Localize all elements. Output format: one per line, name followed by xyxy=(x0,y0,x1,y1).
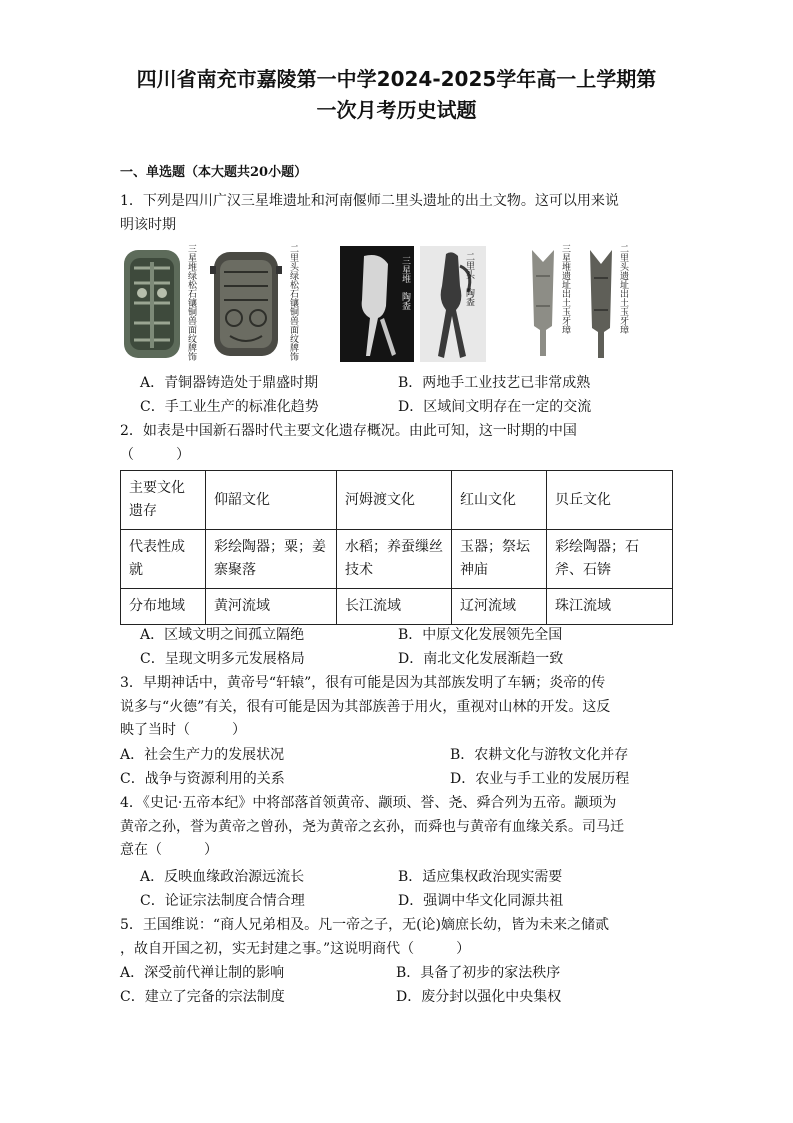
erlitou-pottery-image xyxy=(420,246,486,362)
question-2-options xyxy=(140,624,700,671)
table-cell: 红山文化 xyxy=(452,471,547,530)
table-cell: 分布地域 xyxy=(121,589,206,625)
q3-option-d[interactable]: D．农业与手工业的发展历程 xyxy=(450,770,630,787)
table-row xyxy=(121,471,673,530)
question-3-line-1: 3．早期神话中，黄帝号“轩辕”，很有可能是因为其部族发明了车辆；炎帝的传 xyxy=(120,675,606,691)
q1-option-b[interactable]: B．两地手工业技艺已非常成熟 xyxy=(398,375,591,391)
question-4-stem xyxy=(120,792,680,863)
title-line-2: 一次月考历史试题 xyxy=(316,98,477,122)
caption-1: 三星堆绿松石镶铜兽面纹牌饰 xyxy=(186,244,196,361)
caption-3: 三星堆 陶盉 xyxy=(400,256,410,310)
table-cell: 水稻；养蚕缫丝技术 xyxy=(337,530,452,589)
question-5-options xyxy=(120,962,680,1009)
question-4-options xyxy=(140,866,700,913)
question-2-line-2: （ ） xyxy=(120,446,190,463)
title-line-1: 四川省南充市嘉陵第一中学2024-2025学年高一上学期第 xyxy=(136,67,657,91)
q5-option-a[interactable]: A．深受前代禅让制的影响 xyxy=(120,965,285,981)
erlitou-jade-image xyxy=(586,246,616,362)
question-3-stem xyxy=(120,672,680,743)
question-1-line-1: 1．下列是四川广汉三星堆遗址和河南偃师二里头遗址的出土文物。这可以用来说 xyxy=(120,193,619,209)
question-3-options xyxy=(120,744,680,791)
q5-option-b[interactable]: B．具备了初步的家法秩序 xyxy=(396,965,561,981)
q5-option-c[interactable]: C．建立了完备的宗法制度 xyxy=(120,988,285,1005)
q2-option-a[interactable]: A．区域文明之间孤立隔绝 xyxy=(140,627,305,643)
table-row xyxy=(121,530,673,589)
question-1-stem xyxy=(120,190,680,237)
question-1-line-2: 明该时期 xyxy=(120,216,176,233)
table-cell: 仰韶文化 xyxy=(206,471,337,530)
question-2-stem xyxy=(120,420,680,467)
exam-title xyxy=(100,64,693,126)
table-cell: 长江流域 xyxy=(337,589,452,625)
table-cell: 彩绘陶器；粟；姜寨聚落 xyxy=(206,530,337,589)
caption-4: 二里头 陶盉 xyxy=(464,252,474,306)
q1-option-a[interactable]: A．青铜器铸造处于鼎盛时期 xyxy=(140,375,319,391)
table-cell: 贝丘文化 xyxy=(547,471,673,530)
q2-option-c[interactable]: C．呈现文明多元发展格局 xyxy=(140,650,305,667)
table-cell: 代表性成就 xyxy=(121,530,206,589)
question-5-line-2: ，故自开国之初，实无封建之事。”这说明商代（ ） xyxy=(120,940,471,957)
sanxingdui-plaque-image xyxy=(122,248,182,360)
question-3-line-2: 说多与“火德”有关，很有可能是因为其部族善于用火，重视对山林的开发。这反 xyxy=(120,698,611,715)
question-5-stem xyxy=(120,914,680,961)
table-cell: 彩绘陶器；石斧、石锛 xyxy=(547,530,673,589)
q4-option-b[interactable]: B．适应集权政治现实需要 xyxy=(398,869,563,885)
q1-option-d[interactable]: D．区域间文明存在一定的交流 xyxy=(398,398,592,415)
table-cell: 玉器；祭坛神庙 xyxy=(452,530,547,589)
question-1-options xyxy=(140,372,700,419)
culture-table xyxy=(120,470,673,625)
question-4-line-2: 黄帝之孙，誉为黄帝之曾孙，尧为黄帝之玄孙，而舜也与黄帝有血缘关系。司马迁 xyxy=(120,818,624,835)
erlitou-plaque-image xyxy=(210,248,282,360)
q5-option-d[interactable]: D．废分封以强化中央集权 xyxy=(396,988,562,1005)
q2-option-b[interactable]: B．中原文化发展领先全国 xyxy=(398,627,563,643)
table-cell: 主要文化遗存 xyxy=(121,471,206,530)
caption-2: 二里头绿松石镶铜兽面纹牌饰 xyxy=(288,244,298,361)
caption-6: 二里头遗址出土玉牙璋 xyxy=(618,244,628,334)
q4-option-a[interactable]: A．反映血缘政治源远流长 xyxy=(140,869,305,885)
sanxingdui-jade-image xyxy=(528,246,558,362)
q4-option-c[interactable]: C．论证宗法制度合情合理 xyxy=(140,892,305,909)
question-3-line-3: 映了当时（ ） xyxy=(120,722,246,738)
q4-option-d[interactable]: D．强调中华文化同源共祖 xyxy=(398,892,564,909)
question-4-line-1: 4．《史记·五帝本纪》中将部落首领黄帝、颛顼、誉、尧、舜合列为五帝。颛顼为 xyxy=(120,795,617,811)
q1-option-c[interactable]: C．手工业生产的标准化趋势 xyxy=(140,398,319,415)
table-row xyxy=(121,589,673,625)
table-cell: 河姆渡文化 xyxy=(337,471,452,530)
q2-option-d[interactable]: D．南北文化发展渐趋一致 xyxy=(398,650,564,667)
table-cell: 黄河流域 xyxy=(206,589,337,625)
question-1-images xyxy=(120,242,640,362)
question-2-line-1: 2．如表是中国新石器时代主要文化遗存概况。由此可知，这一时期的中国 xyxy=(120,423,577,439)
question-4-line-3: 意在（ ） xyxy=(120,842,218,858)
q3-option-c[interactable]: C．战争与资源利用的关系 xyxy=(120,770,285,787)
table-cell: 辽河流域 xyxy=(452,589,547,625)
q3-option-a[interactable]: A．社会生产力的发展状况 xyxy=(120,747,285,763)
q3-option-b[interactable]: B．农耕文化与游牧文化并存 xyxy=(450,747,629,763)
section-heading: 一、单选题（本大题共20小题） xyxy=(120,165,308,180)
table-cell: 珠江流域 xyxy=(547,589,673,625)
caption-5: 三星堆遗址出土玉牙璋 xyxy=(560,244,570,334)
question-5-line-1: 5．王国维说：“商人兄弟相及。凡一帝之子，无(论)嫡庶长幼，皆为未来之储贰 xyxy=(120,917,609,933)
